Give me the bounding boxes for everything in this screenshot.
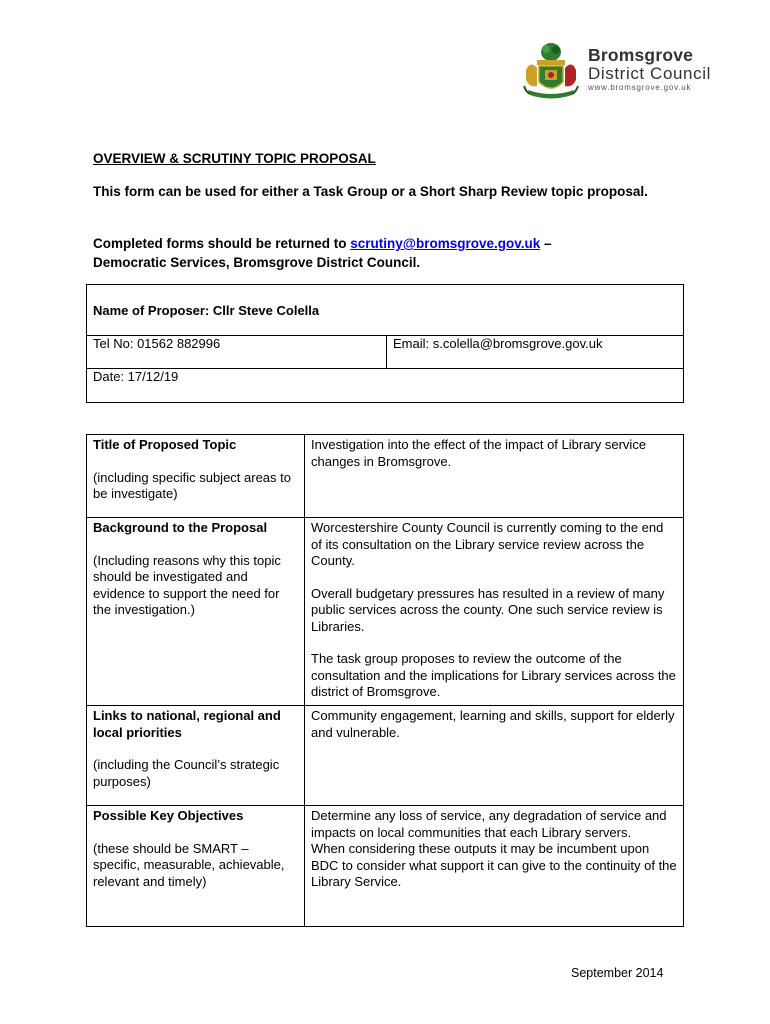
logo-line-2: District Council	[588, 64, 711, 83]
row-label: Background to the Proposal	[93, 520, 268, 535]
proposer-tel: Tel No: 01562 882996	[87, 336, 387, 369]
council-crest-icon	[520, 40, 582, 100]
row-content-cell	[305, 518, 684, 706]
table-row	[87, 435, 684, 518]
row-label-cell	[87, 435, 305, 518]
page-title: OVERVIEW & SCRUTINY TOPIC PROPOSAL	[93, 151, 376, 166]
row-content: When considering these outputs it may be incumbent upon BDC to consider what support it can give to the continuity of the Library Service.	[311, 841, 677, 889]
row-content-cell	[305, 435, 684, 518]
row-note: (including specific subject areas to be investigate)	[93, 469, 291, 501]
row-label: Title of Proposed Topic	[93, 437, 237, 452]
proposer-table	[86, 284, 684, 403]
row-label-cell	[87, 706, 305, 806]
row-label: Links to national, regional and local priorities	[93, 708, 281, 740]
logo-line-1: Bromsgrove	[588, 45, 694, 65]
council-name	[588, 46, 711, 94]
intro-text: This form can be used for either a Task Group or a Short Sharp Review topic proposal.	[93, 184, 648, 199]
row-note: (Including reasons why this topic should be investigated and evidence to support the need for the investigation.)	[93, 552, 281, 617]
row-content: Investigation into the effect of the impact of Library service changes in Bromsgrove.	[311, 437, 647, 469]
row-content: Community engagement, learning and skills, support for elderly and vulnerable.	[311, 708, 675, 740]
table-row	[87, 706, 684, 806]
return-note-line2: Democratic Services, Bromsgrove District Council.	[93, 255, 421, 270]
topic-table	[86, 434, 684, 927]
scrutiny-email-link[interactable]: scrutiny@bromsgrove.gov.uk	[350, 236, 541, 251]
row-content: Overall budgetary pressures has resulted in a review of many public services across the county. One such service review is Libraries.	[311, 585, 665, 634]
row-content: Determine any loss of service, any degradation of service and impacts on local communities that each Library servers.	[311, 808, 667, 840]
return-note-suffix: –	[540, 236, 552, 251]
row-label-cell	[87, 518, 305, 706]
row-content-cell	[305, 706, 684, 806]
row-content: The task group proposes to review the outcome of the consultation and the implications for Library services across the district of Bromsgrove.	[311, 651, 676, 699]
proposal-date: Date: 17/12/19	[87, 369, 684, 403]
row-content-cell	[305, 806, 684, 927]
row-note: (these should be SMART – specific, measurable, achievable, relevant and timely)	[93, 840, 285, 889]
row-note: (including the Council’s strategic purposes)	[93, 757, 280, 789]
row-label-cell	[87, 806, 305, 927]
return-note-prefix: Completed forms should be returned to	[93, 236, 351, 251]
row-content: Worcestershire County Council is currently coming to the end of its consultation on the Library service review across the County.	[311, 520, 664, 568]
table-row	[87, 518, 684, 706]
footer-date: September 2014	[571, 966, 664, 980]
proposer-email: Email: s.colella@bromsgrove.gov.uk	[387, 336, 684, 369]
return-note	[93, 234, 683, 272]
council-logo	[520, 40, 720, 100]
logo-website: www.bromsgrove.gov.uk	[588, 83, 692, 92]
proposer-name: Name of Proposer: Cllr Steve Colella	[87, 285, 684, 336]
table-row	[87, 806, 684, 927]
row-label: Possible Key Objectives	[93, 808, 244, 823]
